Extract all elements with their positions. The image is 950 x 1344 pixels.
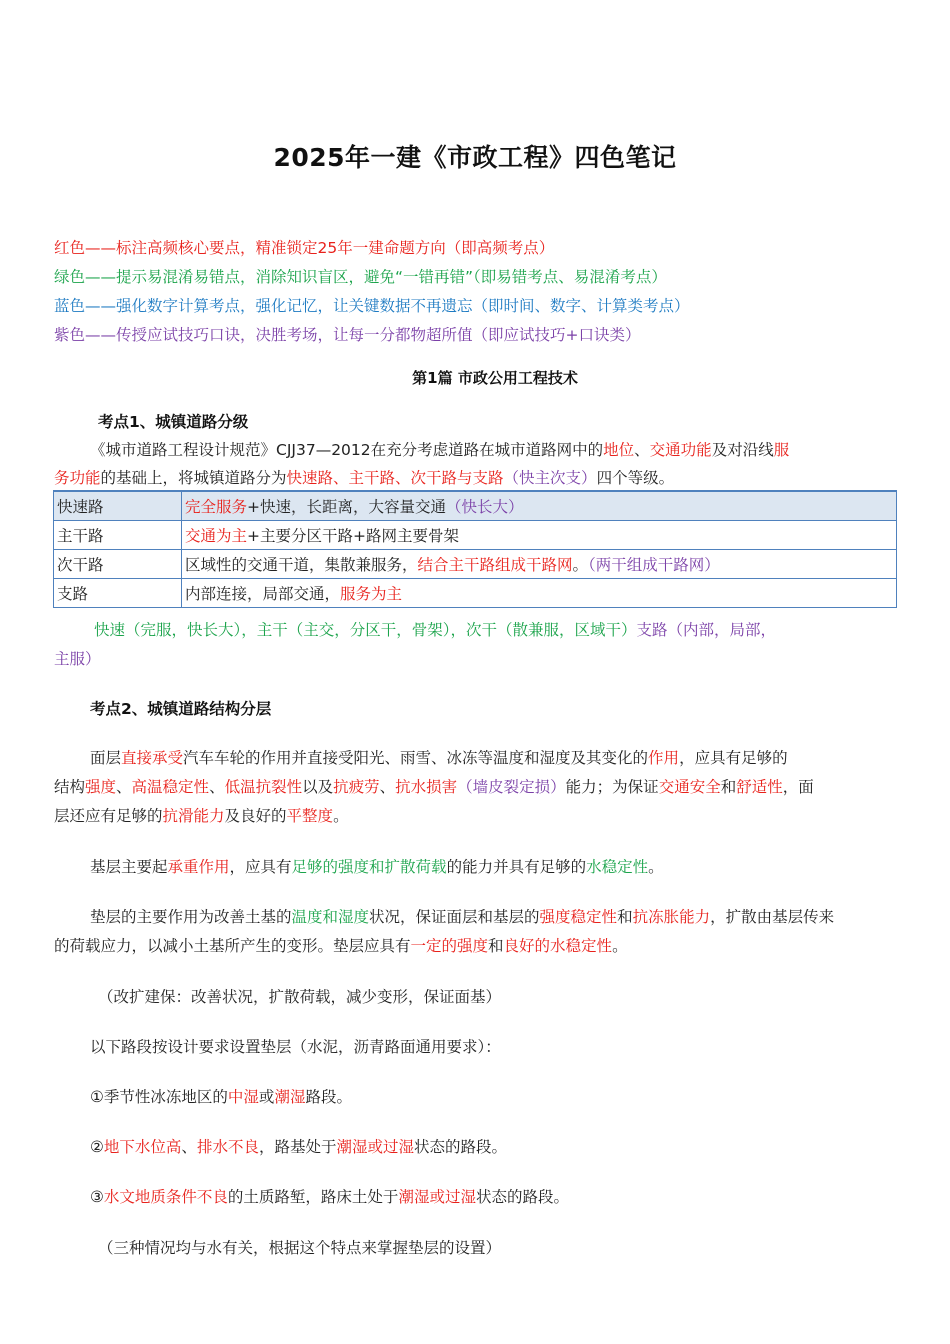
text-run: ，面 [782,778,814,796]
text-run: 交通安全 [658,778,721,796]
text-run: 或 [258,1088,275,1106]
text-run: 抗滑能力 [162,807,225,825]
text-run: 良好的水稳定性 [503,937,613,955]
mnemonic-text-a: 快速（完服，快长大），主干（主交，分区干，骨架），次干（散兼服，区域干） [94,621,637,639]
text-run: ，扩散由基层传来 [710,908,835,926]
text-run: 水文地质条件不良 [103,1188,228,1206]
text-run: 的土质路堑，路床土处于 [227,1188,399,1206]
text-run: 路段。 [305,1088,352,1106]
text-run: 状态的路段。 [475,1188,569,1206]
requirement-item-2 [90,1135,507,1157]
text-run: ，路基处于 [258,1138,337,1156]
text-run: 潮湿或过湿 [336,1138,414,1156]
point1-title: 考点1、城镇道路分级 [98,413,249,431]
table-row [54,550,897,579]
legend-blue-text: 蓝色——强化数字计算考点，强化记忆，让关键数据不再遗忘（即时间、数字、计算类考点） [54,297,690,315]
text-run: 。 [612,937,628,955]
cushion-line1 [90,905,834,927]
text-run: 及良好的 [224,807,287,825]
road-grade-name: 支路 [54,579,182,608]
intro-text-g: 务功能 [54,469,101,487]
legend-green-text: 绿色——提示易混淆易错点，消除知识盲区，避免“一错再错”（即易错考点、易混淆考点） [54,268,667,286]
text-run: 承重作用 [167,858,230,876]
road-grade-table [53,490,897,608]
text-run: 中湿 [227,1088,259,1106]
intro-text-c: 、 [634,441,650,459]
desc-part: （快长大） [446,498,524,516]
text-run: 结构 [54,778,86,796]
text-run: ，应具有 [229,858,292,876]
intro-text-h: 的基础上，将城镇道路分为 [100,469,287,487]
requirement-item-3 [90,1185,569,1207]
intro-text-f: 服 [773,441,790,459]
cushion-mnemonic: （改扩建保：改善状况，扩散荷载，减少变形，保证面基） [98,988,502,1006]
desc-part: 交通为主 [185,527,248,545]
text-run: 。 [333,807,349,825]
text-run: 舒适性 [736,778,783,796]
point2-title: 考点2、城镇道路结构分层 [90,700,272,718]
intro-text-e: 及对沿线 [711,441,774,459]
mnemonic-text-b: 支路（内部，局部， [636,621,777,639]
intro-text-a: 《城市道路工程设计规范》CJJ37—2012在充分考虑道路在城市道路网中的 [90,441,604,459]
legend-blue [54,294,690,316]
legend-red [54,236,554,258]
intro-text-b: 地位 [603,441,635,459]
road-grade-name: 快速路 [54,491,182,521]
text-run: 潮湿或过湿 [398,1188,476,1206]
mnemonic-text-c: 主服） [54,650,101,668]
table-row [54,579,897,608]
surface-line3 [54,804,349,826]
text-run: 潮湿 [274,1088,306,1106]
document-title: 2025年一建《市政工程》四色笔记 [273,143,677,172]
legend-purple-text: 紫色——传授应试技巧口诀，决胜考场，让每一分都物超所值（即应试技巧+口诀类） [54,326,641,344]
desc-part: （两干组成干路网） [588,556,720,574]
desc-part: 服务为主 [340,585,403,603]
surface-line1 [90,746,788,768]
text-run: 足够的强度和扩散荷载 [291,858,447,876]
desc-part: 内部连接，局部交通， [185,585,341,603]
text-run: 、 [116,778,132,796]
legend-purple [54,323,641,345]
text-run: 基层主要起 [90,858,168,876]
desc-part: +快速，长距离，大容量交通 [247,498,447,516]
desc-part: 。 [572,556,589,574]
road-grade-desc [182,521,897,550]
road-grade-desc [182,579,897,608]
text-run: ② [90,1138,104,1156]
final-mnemonic: （三种情况均与水有关，根据这个特点来掌握垫层的设置） [98,1239,502,1257]
text-run: 高温稳定性 [131,778,210,796]
point1-intro-line1 [90,438,789,460]
text-run: 一定的强度 [410,937,489,955]
surface-line2 [54,775,814,797]
requirement-item-1 [90,1085,352,1107]
text-run: 强度 [85,778,117,796]
intro-text-j: （快主次支） [503,469,597,487]
text-run: 。 [648,858,664,876]
text-run: 面层 [90,749,122,767]
table-row [54,491,897,521]
text-run: 垫层的主要作用为改善土基的 [90,908,292,926]
text-run: 作用 [648,749,680,767]
text-run: 和 [488,937,504,955]
intro-text-d: 交通功能 [649,441,712,459]
text-run: 抗水损害 [395,778,458,796]
text-run: （墙皮裂定损） [457,778,566,796]
text-run: 直接承受 [121,749,184,767]
text-run: 抗冻胀能力 [632,908,711,926]
desc-part: 区域性的交通干道，集散兼服务， [185,556,418,574]
text-run: ，应具有足够的 [679,749,788,767]
text-run: ③ [90,1188,104,1206]
text-run: 汽车车轮的作用并直接受阳光、雨雪、冰冻等温度和湿度及其变化的 [183,749,649,767]
text-run: 地下水位高 [103,1138,182,1156]
point1-mnemonic-line2 [54,647,101,669]
point1-mnemonic-line1 [94,618,776,640]
intro-text-i: 快速路、主干路、次干路与支路 [286,469,504,487]
text-run: 、 [209,778,225,796]
text-run: 抗疲劳 [333,778,380,796]
intro-text-k: 四个等级。 [596,469,675,487]
table-row [54,521,897,550]
text-run: 的能力并具有足够的 [446,858,587,876]
text-run: 、 [379,778,396,796]
text-run: 和 [617,908,633,926]
text-run: 层还应有足够的 [54,807,163,825]
text-run: 强度稳定性 [539,908,618,926]
text-run: 的荷载应力，以减小土基所产生的变形。垫层应具有 [54,937,411,955]
road-grade-desc [182,550,897,579]
text-run: 排水不良 [196,1138,259,1156]
text-run: 状态的路段。 [413,1138,507,1156]
text-run: 温度和湿度 [291,908,370,926]
desc-part: 完全服务 [185,498,248,516]
road-grade-name: 主干路 [54,521,182,550]
cushion-requirement-intro: 以下路段按设计要求设置垫层（水泥，沥青路面通用要求）： [90,1038,501,1056]
text-run: 水稳定性 [586,858,649,876]
text-run: 能力；为保证 [565,778,659,796]
part-title: 第1篇 市政公用工程技术 [412,369,578,387]
point1-intro-line2 [54,466,674,488]
text-run: 和 [720,778,737,796]
desc-part: 结合主干路组成干路网 [417,556,573,574]
text-run: 以及 [302,778,334,796]
road-grade-desc [182,491,897,521]
road-grade-name: 次干路 [54,550,182,579]
text-run: 状况，保证面层和基层的 [369,908,540,926]
legend-red-text: 红色——标注高频核心要点，精准锁定25年一建命题方向（即高频考点） [54,239,555,257]
legend-green [54,265,667,287]
text-run: 、 [181,1138,197,1156]
text-run: 平整度 [286,807,334,825]
desc-part: +主要分区干路+路网主要骨架 [247,527,459,545]
text-run: ①季节性冰冻地区的 [90,1088,228,1106]
base-line [90,855,664,877]
text-run: 低温抗裂性 [224,778,303,796]
cushion-line2 [54,934,628,956]
